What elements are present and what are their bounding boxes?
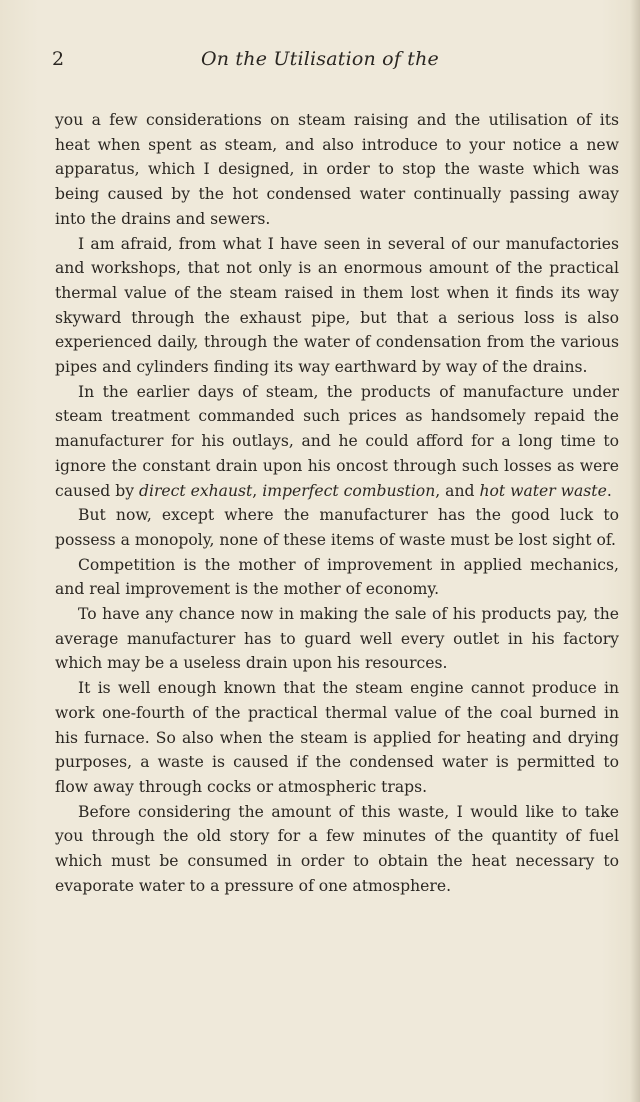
paragraph-1: you a few considerations on steam raising and the utilisation of its heat when spent as steam, and also introduce to your notice a new apparatus, which I designed, in order to stop the waste which was being caused by the hot condensed water continually passing away into the drains and sewers. xyxy=(55,111,619,228)
paragraph-2: I am afraid, from what I have seen in several of our manufactories and workshops, that not only is an enormous amount of the practical thermal value of the steam raised in them lost when it finds its way skyward through the exhaust pipe, but that a serious loss is also experienced daily, through the water of condensation from the various pipes and cylinders finding its way earthward by way of the drains. xyxy=(55,234,619,377)
paragraph-3 xyxy=(55,380,619,504)
running-title: On the Utilisation of the xyxy=(200,48,440,70)
page-edge-shadow xyxy=(630,0,640,1102)
page-number: 2 xyxy=(52,48,65,70)
paragraph-3-text-after: . xyxy=(606,481,612,500)
paragraph-3-separator-2: , and xyxy=(435,481,480,500)
emphasis-direct-exhaust: direct exhaust xyxy=(139,481,253,500)
paragraph-4: But now, except where the manufacturer has the good luck to possess a monopoly, none of these items of waste must be lost sight of. xyxy=(55,506,619,549)
paragraph-7: It is well enough known that the steam engine cannot produce in work one-fourth of the practical thermal value of the coal burned in his furnace. So also when the steam is applied for heating and drying purposes, a waste is caused if the condensed water is permitted to flow away through cocks or atmospheric traps. xyxy=(55,679,619,796)
paragraph-6: To have any chance now in making the sale of his products pay, the average manufacturer has to guard well every outlet in his factory which may be a useless drain upon his resources. xyxy=(55,605,619,673)
paragraph-3-separator-1: , xyxy=(252,481,263,500)
paragraph-3-text-before: In the earlier days of steam, the products of manufacture under steam treatment commanded such prices as handsomely repaid the manufacturer for his outlays, and he could afford for a long time to ignore the constant drain upon his oncost through such losses as were caused by xyxy=(55,382,619,500)
paragraph-8: Before considering the amount of this waste, I would like to take you through the old story for a few minutes of the quantity of fuel which must be consumed in order to obtain the heat necessary to evaporate water to a pressure of one atmosphere. xyxy=(55,802,619,895)
running-head xyxy=(0,48,640,78)
paragraph-5: Competition is the mother of improvement in applied mechanics, and real improvement is the mother of economy. xyxy=(55,555,619,599)
body-text xyxy=(55,108,619,899)
emphasis-imperfect-combustion: imperfect combustion xyxy=(262,481,436,500)
emphasis-hot-water-waste: hot water waste xyxy=(479,481,607,500)
